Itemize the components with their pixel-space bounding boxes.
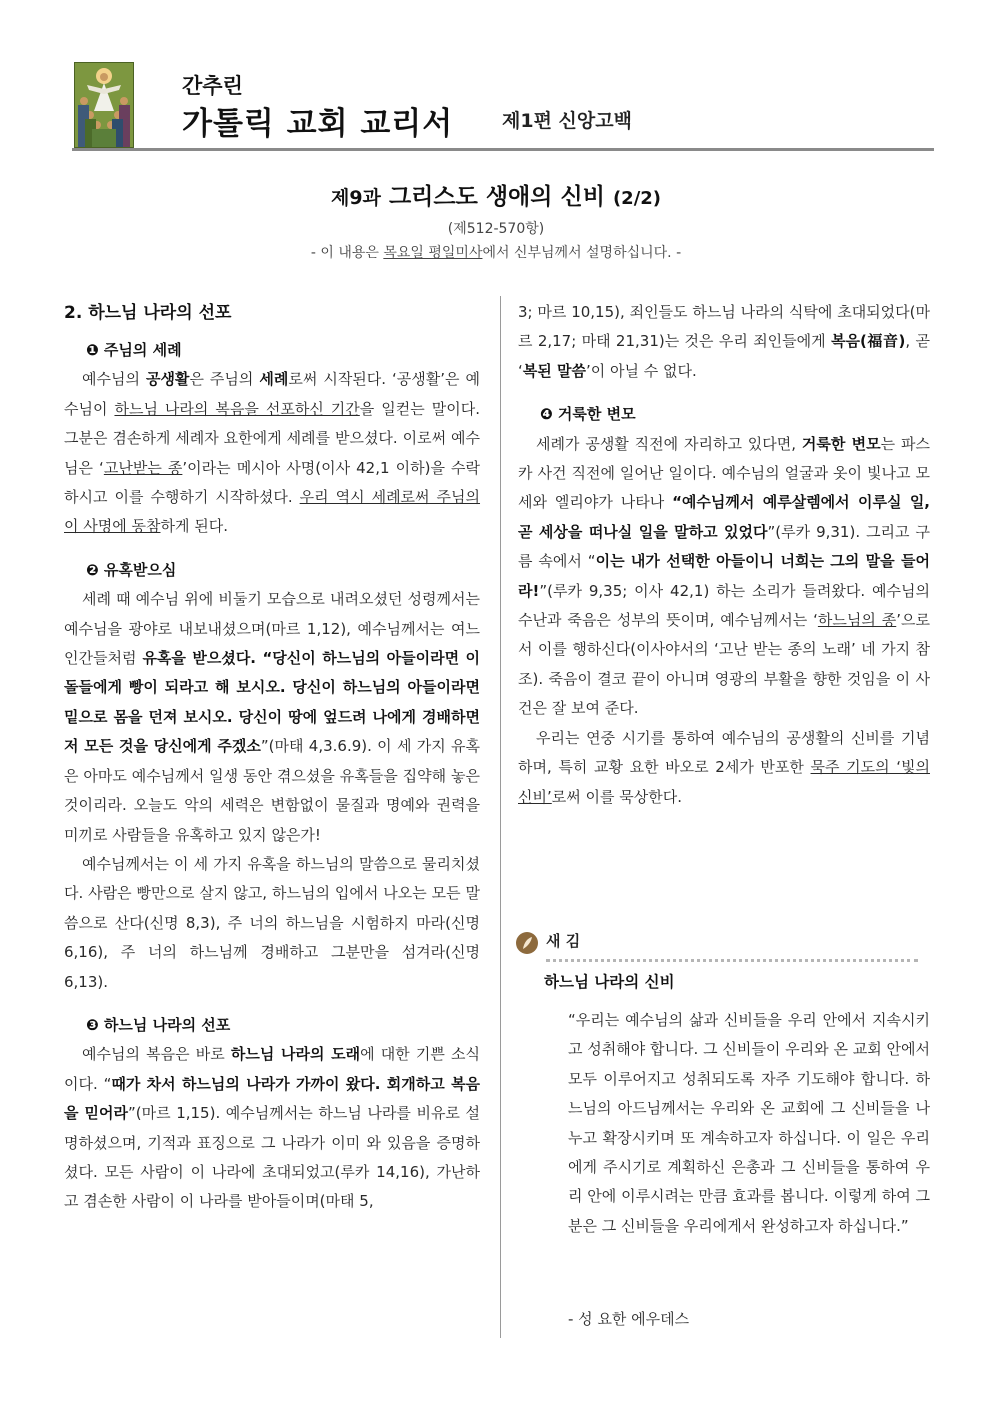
meditation-quote: “우리는 예수님의 삶과 신비들을 우리 안에서 지속시키고 성취해야 합니다. 그 신비들이 우리와 온 교회 안에서 모두 이루어지고 성취되도록 자주 기도해야 합니다. 하느님의 아드님께서는 우리와 온 교회에 그 신비들을 나누고 확장시키며 또 계속하고자 하십니다. 이 일은 우리에게 주시기로 계획하신 은총과 그 신비들을 통하여 우리 안에 이루시려는 만큼 효과를 봅니다. 이렇게 하여 그분은 그 신비들을 우리에게서 완성하고자 하십니다.” [568,1011,930,1235]
document-header [72,60,934,152]
text-run: ”(루카 9,35; 이사 42,1) 하는 소리가 들려왔다. 예수님의 수난과 죽음은 성부의 뜻이며, 예수님께서는 ‘ [518,581,930,630]
text-run: 이는 내가 선택한 아들이니 너희는 그의 말을 들어라! [518,552,930,600]
text-run: 고난받는 종 [103,458,183,477]
text-run: 복된 말씀 [522,361,586,380]
text-run: 예수님의 복음은 바로 [82,1045,231,1064]
column-divider [500,296,501,1338]
text-run: , 곧 ‘ [518,332,930,380]
header-divider [72,148,934,151]
text-run: 하느님 나라의 복음을 선포하신 기간 [114,399,360,418]
text-run: 하게 된다. [160,517,228,536]
subsection-title-transfiguration: ❹ 거룩한 변모 [540,405,636,424]
text-run: 을 일컫는 말이다. 그분은 겸손하게 세례자 요한에게 세례를 받으셨다. 이로써 예수님은 ‘ [64,399,480,477]
text-run: 은 주님의 [189,370,260,389]
leaf-icon [516,932,538,954]
part-title: 제1편 신앙고백 [502,110,632,132]
baptism-paragraph [64,365,480,541]
text-run: 공생활 [145,370,190,389]
temptation-paragraph-2 [64,850,480,997]
text-run: 복음(福音) [830,332,906,351]
text-run: 예수님의 [82,370,146,389]
text-run: 거룩한 변모 [801,434,881,453]
meditation-label: 새 김 [546,932,581,950]
lesson-note [0,242,992,262]
subsection-title-baptism: ❶ 주님의 세례 [86,341,182,359]
text-run: 3; 마르 10,15), 죄인들도 하느님 나라의 식탁에 초대되었다(마르 2,17; 마태 21,31)는 것은 우리 죄인들에게 [518,303,930,351]
text-run: ’이라는 메시아 사명(이사 42,1 이하)을 수락하시고 이를 수행하기 시작하셨다. [64,458,480,507]
lesson-number: 제9과 [330,187,381,209]
text-run: 때가 차서 하느님의 나라가 가까이 왔다. 회개하고 복음을 믿어라 [64,1074,480,1123]
text-run: ”(루카 9,31). 그리고 구름 속에서 “ [518,522,931,571]
proclamation-continuation [518,298,930,386]
subsection-title-proclamation: ❸ 하느님 나라의 선포 [86,1015,231,1034]
proclamation-paragraph [64,1040,480,1216]
right-column [518,298,930,812]
dotted-divider [546,959,918,962]
lesson-title [0,178,992,211]
temptation-paragraph-1 [64,585,480,850]
text-run: ”(마태 4,3.6.9). 이 세 가지 유혹은 아마도 예수님께서 일생 동안 겪으셨을 유혹들을 집약해 놓은 것이리라. 오늘도 악의 세력은 변함없이 물질과 명예와 권력을 미끼로 사람들을 유혹하고 있지 않은가! [64,737,480,844]
text-run: 예수님께서는 이 세 가지 유혹을 하느님의 말씀으로 물리치셨다. 사람은 빵만으로 살지 않고, 하느님의 입에서 나오는 모든 말씀으로 산다(신명 8,3), 주 너의 하느님을 시험하지 마라(신명 6,16), 주 너의 하느님께 경배하고 그분만을 섬겨라(신명 6,13). [64,854,480,991]
text-run: 하느님 나라의 도래 [230,1045,361,1064]
note-underlined: 목요일 평일미사 [383,245,483,261]
text-run: 우리 역시 세례로써 주님의 이 사명에 동참 [64,488,481,536]
paragraph-range: (제512-570항) [447,221,545,237]
lesson-part: (2/2) [612,188,662,209]
text-run: 세례 때 예수님 위에 비둘기 모습으로 내려오셨던 성령께서는 예수님을 광야로 내보내셨으며(마르 1,12), 예수님께서는 여느 인간들처럼 [64,590,480,668]
book-title: 가톨릭 교회 교리서 [182,106,454,142]
text-run: 는 파스카 사건 직전에 일어난 일이다. 예수님의 얼굴과 옷이 빛나고 모세와 엘리야가 나타나 [518,434,930,512]
text-run: 우리는 연중 시기를 통하여 예수님의 공생활의 신비를 기념하며, 특히 교황 요한 바오로 2세가 반포한 [518,728,930,777]
subsection-title-temptation: ❷ 유혹받으심 [86,560,177,579]
text-run: 하느님의 종 [817,611,897,630]
text-run: “예수님께서 예루살렘에서 이루실 일, 곧 세상을 떠나실 일을 말하고 있었다 [518,493,931,541]
quote-attribution: - 성 요한 에우데스 [568,1310,690,1328]
lesson-name: 그리스도 생애의 신비 [388,184,605,210]
text-run: 유혹을 받으셨다. “당신이 하느님의 아들이라면 이 돌들에게 빵이 되라고 해 보시오. 당신이 하느님의 아들이라면 밑으로 몸을 던져 보시오. 당신이 땅에 엎드려 나에게 경배하면 저 모든 것을 당신에게 주겠소 [64,649,480,756]
text-run: 세례가 공생활 직전에 자리하고 있다면, [536,434,802,453]
text-run: ”(마르 1,15). 예수님께서는 하느님 나라를 비유로 설명하셨으며, 기적과 표징으로 그 나라가 이미 와 있음을 증명하셨다. 모든 사람이 이 나라에 초대되었고(루카 14,16), 가난하고 겸손한 사람이 이 나라를 받아들이며(마태 5, [64,1104,481,1211]
text-run: ’이 아닐 수 없다. [585,361,697,380]
text-run: 로써 이를 묵상한다. [551,787,682,806]
text-run: 에 대한 기쁜 소식이다. “ [64,1045,480,1093]
note-prefix: - 이 내용은 [310,245,384,261]
text-run: ’으로서 이를 행하신다(이사야서의 ‘고난 받는 종의 노래’ 네 가지 참조). 죽음이 결코 끝이 아니며 영광의 부활을 향한 것임을 이 사건은 잘 보여 준다. [518,611,930,718]
left-column [64,300,480,1217]
christ-and-apostles-icon [74,62,134,148]
text-run: 묵주 기도의 ‘빛의 신비’ [518,758,930,806]
text-run: 세례 [259,370,289,389]
note-suffix: 에서 신부님께서 설명하십니다. - [482,245,682,261]
meditation-title: 하느님 나라의 신비 [544,973,675,991]
text-run: 로써 시작된다. ‘공생활’은 예수님이 [64,370,481,418]
series-title: 간추린 [182,74,243,98]
transfiguration-paragraph-2 [518,724,930,812]
section-title: 2. 하느님 나라의 선포 [64,303,232,323]
transfiguration-paragraph-1 [518,430,930,724]
